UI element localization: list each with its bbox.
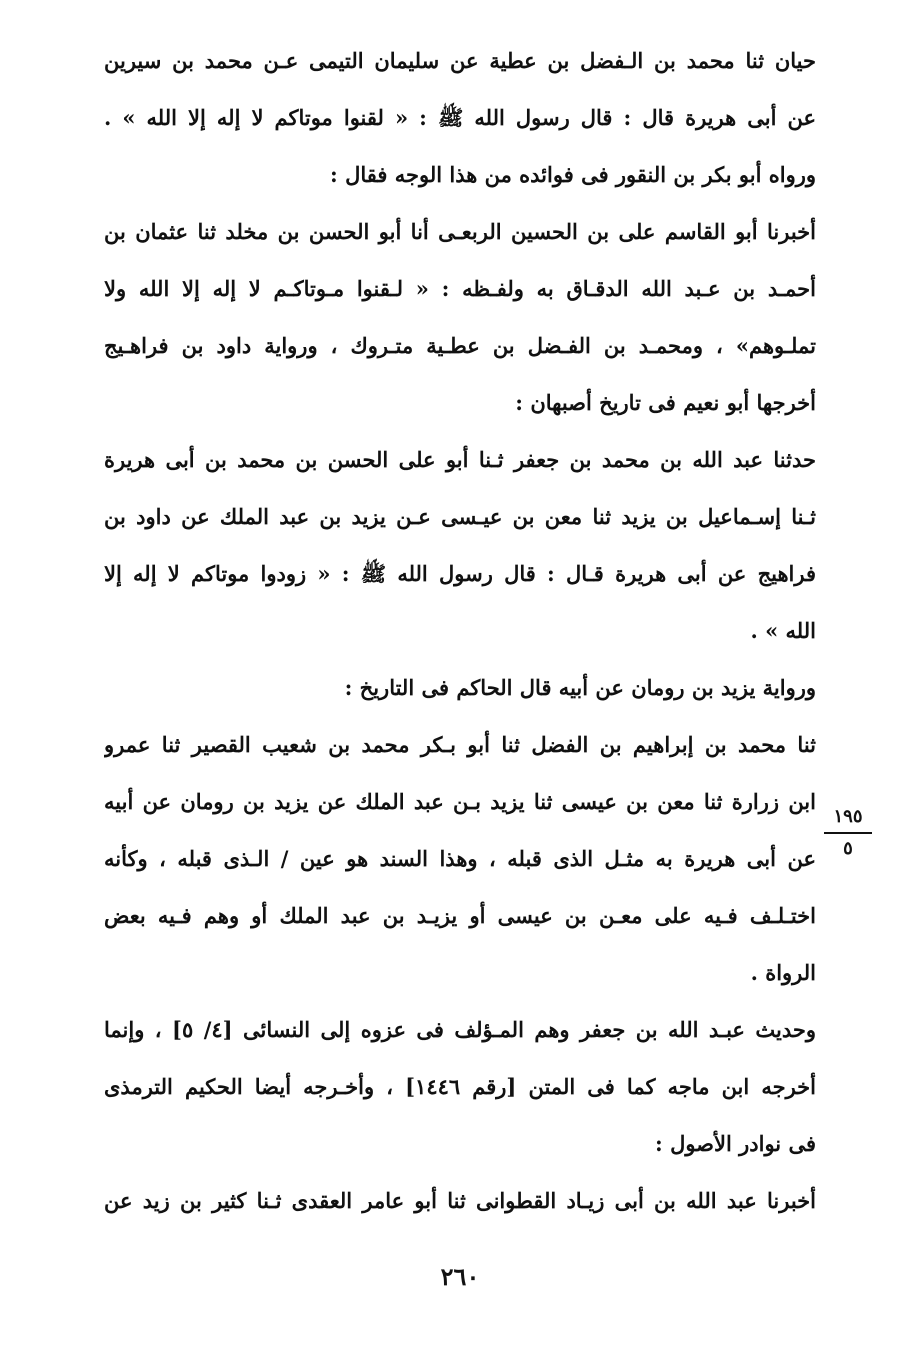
text-line: أخرجه ابن ماجه كما فى المتن [رقم ١٤٤٦] ، وأخـرجه أيضا الحكيم الترمذى <box>104 1074 816 1099</box>
margin-reference-rule <box>824 832 872 834</box>
text-line: الله » . <box>750 618 816 643</box>
text-line: أخبرنا عبد الله بن أبى زيـاد القطوانى ثنا أبو عامر العقدى ثـنا كثير بن زيد عن <box>104 1188 816 1213</box>
text-line: ابن زرارة ثنا معن بن عيسى ثنا يزيد بـن عبد الملك عن يزيد بن رومان عن أبيه <box>104 789 816 814</box>
text-line: عن أبى هريرة به مثـل الذى قبله ، وهذا السند هو عين / الـذى قبله ، وكأنه <box>104 846 816 871</box>
text-line: حدثنا عبد الله بن محمد بن جعفر ثـنا أبو على الحسن بن محمد بن أبى هريرة <box>104 447 816 472</box>
text-line: تملـوهم» ، ومحمـد بن الفـضل بن عطـية متـروك ، ورواية داود بن فراهـيج <box>104 333 816 358</box>
body-text <box>104 32 816 1229</box>
text-line: حيان ثنا محمد بن الـفضل بن عطية عن سليمان التيمى عـن محمد بن سيرين <box>104 48 816 73</box>
page-number: ٢٦٠ <box>440 1262 480 1291</box>
text-line: أخبرنا أبو القاسم على بن الحسين الربعـى أنا أبو الحسن بن مخلد ثنا عثمان بن <box>104 219 816 244</box>
text-line: ثـنا إسـماعيل بن يزيد ثنا معن بن عيـسى عـن يزيد بن عبد الملك عن داود بن <box>104 504 816 529</box>
text-line: فراهيج عن أبى هريرة قـال : قال رسول الله ﷺ : « زودوا موتاكم لا إله إلا <box>104 561 816 586</box>
text-line: عن أبى هريرة قال : قال رسول الله ﷺ : « لقنوا موتاكم لا إله إلا الله » . <box>104 105 816 130</box>
text-line: اختـلـف فـيه على معـن بن عيسى أو يزيـد بن عبد الملك أو وهم فـيه بعض <box>104 903 816 928</box>
text-line: وحديث عبـد الله بن جعفر وهم المـؤلف فى عزوه إلى النسائى [٤/ ٥] ، وإنما <box>104 1017 816 1042</box>
text-line: الرواة . <box>750 960 816 985</box>
text-line: ورواية يزيد بن رومان عن أبيه قال الحاكم فى التاريخ : <box>344 675 816 700</box>
text-line: أحمـد بن عـبد الله الدقـاق به ولفـظه : « لـقنوا مـوتاكـم لا إله إلا الله ولا <box>104 276 816 301</box>
margin-reference <box>820 804 876 862</box>
text-line: ثنا محمد بن إبراهيم بن الفضل ثنا أبو بـكر محمد بن شعيب القصير ثنا عمرو <box>104 732 816 757</box>
text-line: أخرجها أبو نعيم فى تاريخ أصبهان : <box>515 390 816 415</box>
text-line: فى نوادر الأصول : <box>655 1131 816 1156</box>
text-line: ورواه أبو بكر بن النقور فى فوائده من هذا الوجه فقال : <box>330 162 816 187</box>
margin-reference-page: ١٩٥ <box>833 806 863 827</box>
margin-reference-volume: ٥ <box>843 838 853 859</box>
